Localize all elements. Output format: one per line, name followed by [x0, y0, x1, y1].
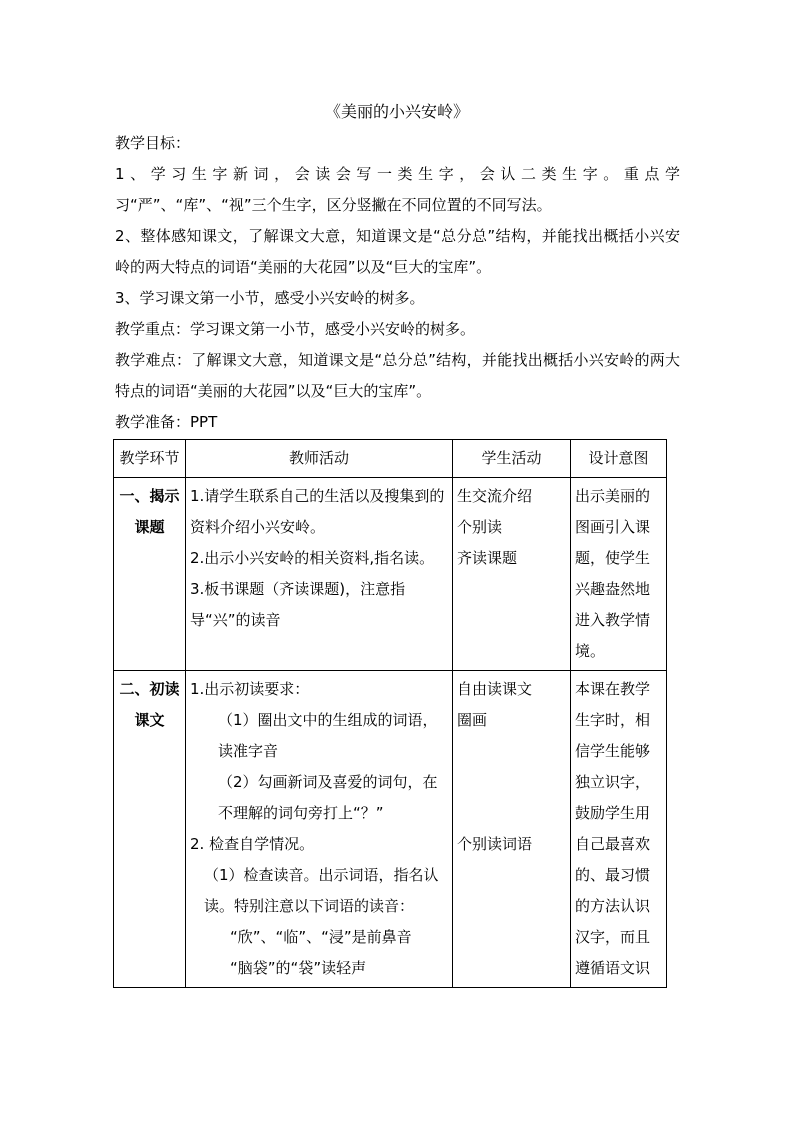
- teacher-activity-cell: [186, 671, 453, 988]
- student-step: 齐读课题: [457, 549, 518, 567]
- key-point: 教学重点：学习课文第一小节，感受小兴安岭的树多。: [115, 320, 476, 338]
- teacher-step: “脑袋”的“袋”读轻声: [230, 959, 367, 977]
- table-row: [114, 671, 667, 988]
- header-intent: 设计意图: [571, 440, 667, 478]
- student-step: 生交流介绍: [457, 487, 533, 505]
- student-step: 个别读: [457, 518, 503, 536]
- teacher-step: 2.出示小兴安岭的相关资料,指名读。: [190, 549, 435, 567]
- goal-1: 1、学习生字新词，会读会写一类生字，会认二类生字。重点学习“严”、“库”、“视”三个生字，区分竖撇在不同位置的不同写法。: [115, 165, 680, 214]
- student-step: 个别读词语: [457, 835, 533, 853]
- goal-3: 3、学习课文第一小节，感受小兴安岭的树多。: [115, 289, 425, 307]
- teacher-activity-cell: [186, 478, 453, 671]
- student-step: 圈画: [457, 711, 488, 729]
- header-teacher: 教师活动: [186, 440, 453, 478]
- stage-cell: 二、初读课文: [114, 671, 186, 988]
- teacher-step: 1.请学生联系自己的生活以及搜集到的资料介绍小兴安岭。: [190, 487, 445, 536]
- lesson-plan-table: [113, 439, 667, 988]
- stage-cell: 一、揭示课题: [114, 478, 186, 671]
- student-activity-cell: [453, 671, 571, 988]
- table-header-row: [114, 440, 667, 478]
- student-step: 自由读课文: [457, 680, 533, 698]
- preparation: 教学准备：PPT: [115, 413, 218, 431]
- teacher-step: 2. 检查自学情况。: [190, 835, 315, 853]
- design-intent-cell: 本课在教学生字时，相信学生能够独立识字，鼓励学生用自己最喜欢的、最习惯的方法认识汉字，而且遵循语文识: [571, 671, 667, 988]
- teacher-step: 1.出示初读要求：: [190, 680, 310, 698]
- teacher-step: （1）圈出文中的生组成的词语，读准字音: [218, 711, 438, 760]
- goals-heading: 教学目标：: [115, 134, 191, 152]
- teacher-step: 3.板书课题（齐读课题)，注意指导“兴”的读音: [190, 580, 406, 629]
- teacher-step: （2）勾画新词及喜爱的词句，在不理解的词句旁打上“？”: [218, 773, 438, 822]
- header-student: 学生活动: [453, 440, 571, 478]
- difficulty: 教学难点：了解课文大意，知道课文是“总分总”结构，并能找出概括小兴安岭的两大特点的词语“美丽的大花园”以及“巨大的宝库”。: [115, 351, 680, 400]
- page-title: 《美丽的小兴安岭》: [324, 102, 469, 121]
- design-intent-cell: 出示美丽的图画引入课题，使学生兴趣盎然地进入教学情境。: [571, 478, 667, 671]
- student-activity-cell: [453, 478, 571, 671]
- goal-2: 2、整体感知课文，了解课文大意，知道课文是“总分总”结构，并能找出概括小兴安岭的两大特点的词语“美丽的大花园”以及“巨大的宝库”。: [115, 227, 680, 276]
- header-stage: 教学环节: [114, 440, 186, 478]
- table-row: [114, 478, 667, 671]
- teacher-step: “欣”、“临”、“浸”是前鼻音: [230, 928, 412, 946]
- teacher-step: （1）检查读音。出示词语，指名认读。特别注意以下词语的读音：: [204, 866, 439, 915]
